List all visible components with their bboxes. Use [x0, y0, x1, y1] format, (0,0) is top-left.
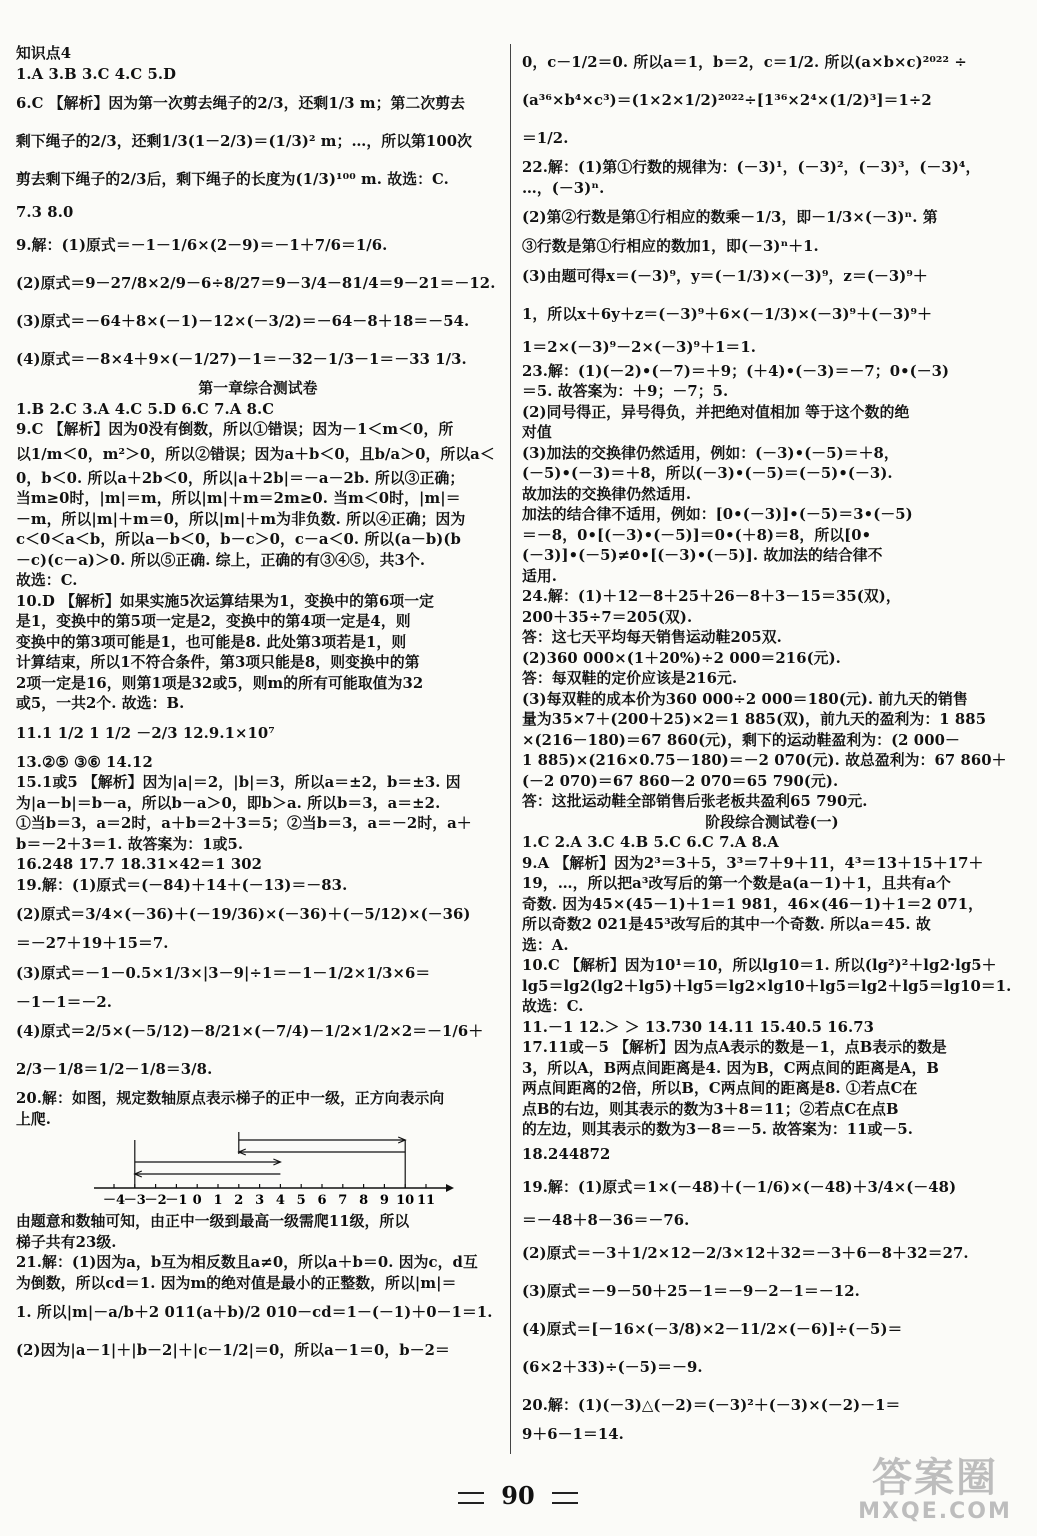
right-line: ＝－8，0•[(－3)•(－5)]＝0•(＋8)＝8，所以[0•	[522, 526, 872, 544]
right-line: 17.11或－5 【解析】因为点A表示的数是－1，点B表示的数是	[522, 1039, 947, 1056]
right-line: 答：每双鞋的定价应该是216元.	[522, 670, 738, 687]
right-line: 10.C 【解析】因为10¹＝10，所以lg10＝1. 所以(lg²)²＋lg2·lg5＋	[522, 957, 997, 974]
left-line: c＜0＜a＜b，所以a－b＜0，b－c＞0，c－a＜0. 所以(a－b)(b	[16, 531, 461, 548]
right-line: ＝1/2.	[522, 130, 569, 147]
right-line: 1＝2×(－3)⁹－2×(－3)⁹＋1＝1.	[522, 338, 756, 356]
left-line: 19.解：(1)原式＝(－84)＋14＋(－13)＝－83.	[16, 876, 348, 894]
right-line: 选：A.	[522, 936, 569, 954]
number-line-figure	[94, 1130, 454, 1212]
left-line: 或5，一共2个. 故选：B.	[16, 695, 185, 712]
right-line: lg5＝lg2(lg2＋lg5)＋lg5＝lg2×lg10＋lg5＝lg2＋lg5＝lg10＝1.	[522, 977, 1012, 995]
left-column	[16, 44, 500, 1370]
left-line: 15.1或5 【解析】因为|a|＝2，|b|＝3，所以a＝±2，b＝±3. 因	[16, 774, 461, 791]
left-line: 0，b＜0. 所以a＋2b＜0，所以|a＋2b|＝－a－2b. 所以③正确；	[16, 469, 465, 487]
right-line: 23.解：(1)(－2)•(－7)＝＋9；(＋4)•(－3)＝－7；0•(－3)	[522, 362, 950, 380]
right-line: (2)原式＝－3＋1/2×12－2/3×12＋32＝－3＋6－8＋32＝27.	[522, 1244, 969, 1262]
right-line: 对值	[522, 424, 552, 441]
tick-label: 6	[317, 1193, 327, 1208]
left-line: 20.解：如图，规定数轴原点表示梯子的正中一级，正方向表示向	[16, 1090, 445, 1107]
right-line: (3)每双鞋的成本价为360 000÷2 000＝180(元). 前九天的销售	[522, 690, 968, 708]
right-line: (－5)•(－3)＝＋8，所以(－3)•(－5)＝(－5)•(－3).	[522, 465, 893, 482]
left-line: 变换中的第3项可能是1，也可能是8. 此处第3项若是1，则	[16, 633, 407, 651]
right-line: 故选：C.	[522, 998, 584, 1015]
left-line: ①当b＝3，a＝2时，a＋b＝2＋3＝5；②当b＝3，a＝－2时，a＋	[16, 815, 472, 832]
tick-label: －2	[144, 1193, 167, 1208]
tick-label: 4	[275, 1193, 285, 1208]
tick-label: －3	[123, 1193, 146, 1208]
left-line: (2)原式＝9－27/8×2/9－6÷8/27＝9－3/4－81/4＝9－21＝－12.	[16, 275, 496, 292]
tick-label: 7	[338, 1193, 348, 1208]
right-line: (2)360 000×(1＋20%)÷2 000＝216(元).	[522, 649, 841, 667]
left-line: 上爬.	[16, 1110, 52, 1128]
right-line: 0，c－1/2＝0. 所以a＝1，b＝2，c＝1/2. 所以(a×b×c)²⁰²² ÷	[522, 54, 967, 71]
left-line: (4)原式＝2/5×(－5/12)－8/21×(－7/4)－1/2×1/2×2＝－1/6＋	[16, 1023, 484, 1040]
left-line: 第一章综合测试卷	[198, 380, 318, 397]
left-line: (3)原式＝－64＋8×(－1)－12×(－3/2)＝－64－8＋18＝－54.	[16, 313, 470, 330]
right-line: 所以奇数2 021是45³改写后的其中一个奇数. 所以a＝45. 故	[522, 916, 931, 933]
left-line: 2项一定是16，则第1项是32或5，则m的所有可能取值为32	[16, 674, 424, 692]
right-line: 22.解：(1)第①行数的规律为：(－3)¹，(－3)²，(－3)³，(－3)⁴，	[522, 159, 981, 176]
left-line: 1.B 2.C 3.A 4.C 5.D 6.C 7.A 8.C	[16, 400, 275, 418]
tick-label: 10	[396, 1193, 415, 1208]
left-line: (2)原式＝3/4×(－36)＋(－19/36)×(－36)＋(－5/12)×(－36)	[16, 906, 471, 923]
right-line: 11.－1 12.＞ ＞ 13.730 14.11 15.40.5 16.73	[522, 1018, 875, 1036]
right-line: 19.解：(1)原式＝1×(－48)＋(－1/6)×(－48)＋3/4×(－48)	[522, 1178, 957, 1196]
right-line: (－2 070)＝67 860－2 070＝65 790(元).	[522, 772, 839, 790]
right-line: 200＋35÷7＝205(双).	[522, 608, 693, 626]
page-ornament-right	[552, 1492, 578, 1504]
right-line: (2)第②行数是第①行相应的数乘－1/3，即－1/3×(－3)ⁿ. 第	[522, 209, 938, 226]
number-line-svg	[94, 1130, 454, 1212]
right-line: 量为35×7＋(200＋25)×2＝1 885(双)，前九天的盈利为：1 885	[522, 711, 987, 728]
left-line: ＝－27＋19＋15＝7.	[16, 935, 169, 952]
left-line: 11.1 1/2 1 1/2 －2/3 12.9.1×10⁷	[16, 724, 275, 742]
right-line: (4)原式＝[－16×(－3/8)×2－11/2×(－6)]÷(－5)＝	[522, 1320, 903, 1338]
watermark-site: MXQE.COM	[858, 1499, 1012, 1524]
right-line: 1，所以x＋6y＋z＝(－3)⁹＋6×(－1/3)×(－3)⁹＋(－3)⁹＋	[522, 305, 932, 323]
right-line: (6×2＋33)÷(－5)＝－9.	[522, 1358, 703, 1376]
right-line: 故加法的交换律仍然适用.	[522, 485, 692, 503]
right-line: (－3)]•(－5)≠0•[(－3)•(－5)]. 故加法的结合律不	[522, 547, 883, 564]
right-line: 加法的结合律不适用，例如：[0•(－3)]•(－5)＝3•(－5)	[522, 506, 913, 523]
right-line: …，(－3)ⁿ.	[522, 179, 605, 197]
left-line: 6.C 【解析】因为第一次剪去绳子的2/3，还剩1/3 m；第二次剪去	[16, 95, 466, 112]
left-line: (4)原式＝－8×4＋9×(－1/27)－1＝－32－1/3－1＝－33 1/3.	[16, 351, 467, 368]
left-line: 剩下绳子的2/3，还剩1/3(1－2/3)＝(1/3)² m；…，所以第100次	[16, 133, 473, 150]
right-line: 1 885)×(216×0.75－180)＝－2 070(元). 故总盈利为：67 860＋	[522, 752, 1007, 769]
right-line: 适用.	[522, 567, 558, 585]
left-line: 梯子共有23级.	[16, 1233, 117, 1251]
right-line: 9＋6－1＝14.	[522, 1425, 624, 1443]
left-line: －m，所以|m|＋m＝0，所以|m|＋m为非负数. 所以④正确；因为	[16, 510, 466, 528]
right-line: 19，…，所以把a³改写后的第一个数是a(a－1)＋1，且共有a个	[522, 875, 951, 892]
left-line: 16.248 17.7 18.31×42＝1 302	[16, 856, 263, 873]
left-line: 21.解：(1)因为a，b互为相反数且a≠0，所以a＋b＝0. 因为c，d互	[16, 1254, 478, 1271]
left-line: (2)因为|a－1|＋|b－2|＋|c－1/2|＝0，所以a－1＝0，b－2＝	[16, 1342, 450, 1359]
right-line: 答：这七天平均每天销售运动鞋205双.	[522, 629, 782, 646]
left-line: 7.3 8.0	[16, 204, 74, 221]
tick-label: －4	[102, 1193, 126, 1208]
left-line: 9.C 【解析】因为0没有倒数，所以①错误；因为－1＜m＜0，所	[16, 421, 454, 438]
left-line: 当m≥0时，|m|＝m，所以|m|＋m＝2m≥0. 当m＜0时，|m|＝	[16, 490, 461, 507]
axis-arrow	[446, 1184, 454, 1192]
right-line: (3)由题可得x＝(－3)⁹，y＝(－1/3)×(－3)⁹，z＝(－3)⁹＋	[522, 267, 928, 285]
left-line: 13.②⑤ ③⑥ 14.12	[16, 753, 153, 771]
tick-label: 5	[296, 1193, 306, 1208]
left-line: 9.解：(1)原式＝－1－1/6×(2－9)＝－1＋7/6＝1/6.	[16, 237, 388, 254]
tick-label: 2	[234, 1193, 244, 1208]
right-line: 1.C 2.A 3.C 4.B 5.C 6.C 7.A 8.A	[522, 834, 779, 851]
watermark	[840, 1456, 1030, 1528]
right-line: ③行数是第①行相应的数加1，即(－3)ⁿ＋1.	[522, 238, 819, 255]
right-line: 18.244872	[522, 1145, 611, 1163]
right-line: 阶段综合测试卷(一)	[705, 813, 839, 831]
left-line: 剪去剩下绳子的2/3后，剩下绳子的长度为(1/3)¹⁰⁰ m. 故选：C.	[16, 171, 449, 188]
right-line: 20.解：(1)(－3)△(－2)＝(－3)²＋(－3)×(－2)－1＝	[522, 1396, 901, 1414]
left-line: 1.A 3.B 3.C 4.C 5.D	[16, 65, 177, 83]
right-line: 两点间距离的2倍，所以B，C两点间的距离是8. ①若点C在	[522, 1080, 918, 1097]
right-line: ×(216－180)＝67 860(元)，剩下的运动鞋盈利为：(2 000－	[522, 731, 960, 749]
right-line: 24.解：(1)＋12－8＋25＋26－8＋3－15＝35(双)，	[522, 588, 901, 605]
right-line: (3)原式＝－9－50＋25－1＝－9－2－1＝－12.	[522, 1282, 860, 1300]
left-line: 是1，变换中的第5项一定是2，变换中的第4项一定是4，则	[16, 613, 411, 630]
left-line: (3)原式＝－1－0.5×1/3×|3－9|÷1＝－1－1/2×1/3×6＝	[16, 964, 431, 982]
tick-label: 0	[192, 1193, 202, 1208]
left-line: 计算结束，所以1不符合条件，第3项只能是8，则变换中的第	[16, 654, 420, 671]
right-line: (3)加法的交换律仍然适用，例如：(－3)•(－5)＝＋8，	[522, 444, 899, 462]
left-line: 由题意和数轴可知，由正中一级到最高一级需爬11级，所以	[16, 1213, 410, 1230]
left-line: 2/3－1/8＝1/2－1/8＝3/8.	[16, 1061, 213, 1078]
left-line: b＝－2＋3＝1. 故答案为：1或5.	[16, 835, 244, 853]
tick-label: 11	[416, 1193, 436, 1208]
right-line: 答：这批运动鞋全部销售后张老板共盈利65 790元.	[522, 793, 868, 810]
right-line: (a³⁶×b⁴×c³)＝(1×2×1/2)²⁰²²÷[1³⁶×2⁴×(1/2)³]＝1÷2	[522, 92, 932, 109]
left-line: 10.D 【解析】如果实施5次运算结果为1，变换中的第6项一定	[16, 592, 435, 610]
right-line: 的左边，则其表示的数为3－8＝－5. 故答案为：11或－5.	[522, 1121, 913, 1138]
left-line: 为|a－b|＝b－a，所以b－a＞0，即b＞a. 所以b＝3，a＝±2.	[16, 794, 441, 812]
right-line: 3，所以A，B两点间距离是4. 因为B，C两点间的距离是A，B	[522, 1059, 939, 1077]
page-number	[468, 1477, 568, 1515]
tick-label: 9	[379, 1193, 389, 1208]
left-line: －1－1＝－2.	[16, 993, 113, 1011]
left-line: 知识点4	[16, 45, 72, 62]
tick-label: －1	[165, 1193, 188, 1208]
left-line: 为倒数，所以cd＝1. 因为m的绝对值是最小的正整数，所以|m|＝	[16, 1274, 457, 1292]
left-line: 以1/m＜0，m²＞0，所以②错误；因为a＋b＜0，且b/a＞0，所以a＜	[16, 445, 495, 463]
page-number-text: 90	[501, 1481, 535, 1510]
right-line: 奇数. 因为45×(45－1)＋1＝1 981，46×(46－1)＋1＝2 071，	[522, 895, 984, 913]
right-line: ＝5. 故答案为：＋9；－7；5.	[522, 383, 729, 400]
tick-label: 3	[255, 1193, 265, 1208]
page-ornament-left	[458, 1492, 484, 1504]
left-line: 1. 所以|m|－a/b＋2 011(a＋b)/2 010－cd＝1－(－1)＋0－1＝1.	[16, 1304, 493, 1321]
right-line: 点B的右边，则其表示的数为3＋8＝11；②若点C在点B	[522, 1100, 899, 1118]
tick-label: 8	[359, 1193, 369, 1208]
right-line: 9.A 【解析】因为2³＝3＋5，3³＝7＋9＋11，4³＝13＋15＋17＋	[522, 854, 984, 872]
left-line: 故选：C.	[16, 572, 78, 589]
right-line: (2)同号得正，异号得负，并把绝对值相加 等于这个数的绝	[522, 403, 910, 421]
right-column	[522, 44, 1022, 1445]
watermark-chars: 答案圈	[872, 1455, 998, 1501]
right-line: ＝－48＋8－36＝－76.	[522, 1211, 690, 1229]
column-divider	[510, 44, 511, 1454]
tick-label: 1	[213, 1193, 223, 1208]
left-line: －c)(c－a)＞0. 所以⑤正确. 综上，正确的有③④⑤，共3个.	[16, 551, 426, 569]
